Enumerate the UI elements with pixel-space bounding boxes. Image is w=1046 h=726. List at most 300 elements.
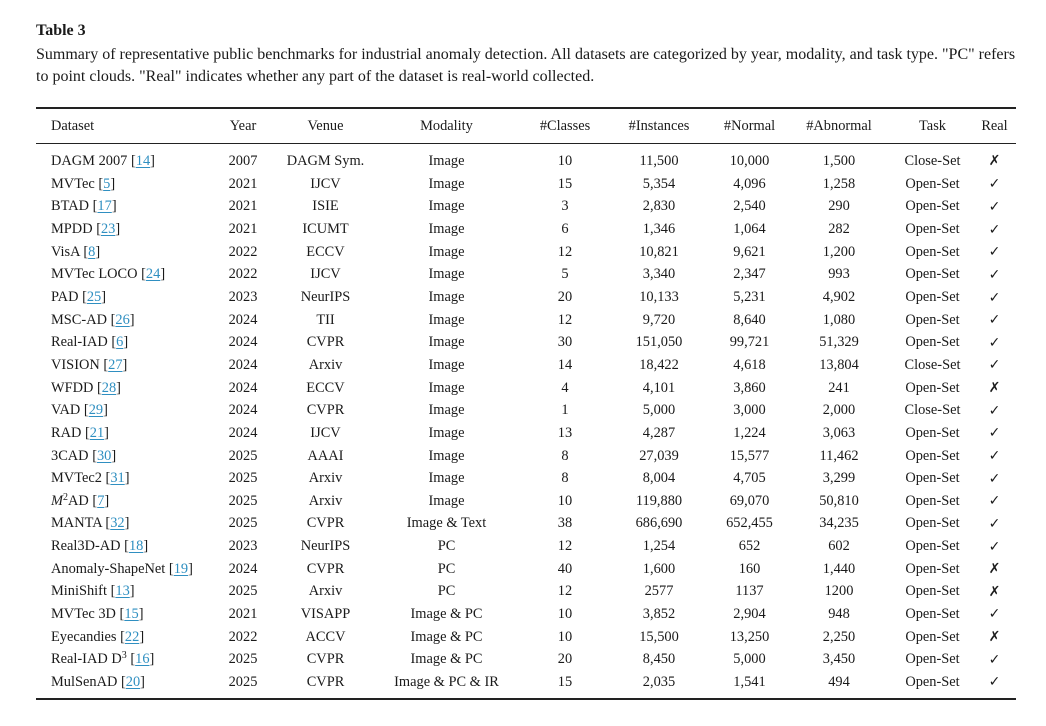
citation-link[interactable]: 30 [96,447,112,464]
cell-classes: 1 [561,402,569,419]
cell-abnormal: 241 [828,379,850,396]
table-row [36,399,1016,422]
cell-normal: 1137 [735,583,764,600]
check-mark-icon: ✓ [988,425,1001,442]
cell-venue: CVPR [306,673,345,690]
cell-venue: ISIE [312,198,339,215]
table-row [36,603,1016,626]
table-row [36,173,1016,196]
citation-link[interactable]: 13 [115,583,130,600]
dataset-name-superscript: 3 [121,650,127,662]
cell-modality: Image [428,152,465,169]
check-mark-icon: ✓ [988,289,1001,306]
cell-modality: Image [428,175,465,192]
table-row [36,671,1016,698]
cell-venue: CVPR [306,402,345,419]
cell-normal: 4,096 [733,175,766,192]
check-mark-icon: ✓ [988,334,1001,351]
cell-instances: 10,133 [639,289,679,306]
citation-link[interactable]: 18 [128,538,144,555]
cell-instances: 2577 [644,583,674,600]
cell-classes: 4 [561,379,569,396]
dataset-name: MVTec2 [51,470,102,487]
cell-venue: CVPR [306,515,345,532]
citation-link[interactable]: 19 [173,560,189,577]
cell-year: 2022 [228,266,258,283]
cross-mark-icon: ✗ [988,153,1001,169]
dataset-name: MVTec 3D [51,605,116,622]
table-row [36,377,1016,400]
check-mark-icon: ✓ [988,515,1001,532]
cell-venue: TII [316,311,335,328]
table-row [36,467,1016,490]
cell-abnormal: 3,450 [822,651,856,668]
cell-instances: 3,852 [642,605,676,622]
table-row [36,354,1016,377]
cell-year: 2021 [228,605,258,622]
cell-task: Open-Set [905,470,960,487]
dataset-name: AD [68,492,89,509]
citation-link[interactable]: 22 [124,628,140,645]
cell-dataset: MANTA [32] [51,515,130,532]
cell-venue: Arxiv [308,356,343,373]
cell-classes: 10 [557,628,573,645]
cell-modality: Image & PC [410,651,483,668]
table-row [36,535,1016,558]
cell-instances: 2,830 [642,198,676,215]
cell-normal: 5,231 [733,289,766,306]
cell-instances: 2,035 [642,673,676,690]
cell-modality: Image [428,266,465,283]
dataset-name: WFDD [51,379,94,396]
cell-classes: 15 [557,673,573,690]
cell-normal: 4,705 [733,470,766,487]
cell-abnormal: 34,235 [819,515,859,532]
cell-classes: 12 [557,311,573,328]
cell-task: Open-Set [905,175,960,192]
cell-dataset: VISION [27] [51,356,128,373]
cell-venue: IJCV [310,266,341,283]
cell-year: 2024 [228,379,258,396]
cell-task: Open-Set [905,266,960,283]
cell-task: Open-Set [905,424,960,441]
header-modality: Modality [420,117,473,134]
cell-normal: 160 [738,560,761,577]
cell-task: Open-Set [905,492,960,509]
cell-task: Open-Set [905,651,960,668]
cell-venue: Arxiv [308,492,343,509]
cell-abnormal: 1,258 [822,175,856,192]
check-mark-icon: ✓ [988,674,1001,691]
cell-instances: 9,720 [642,311,676,328]
cell-year: 2022 [228,628,258,645]
cell-abnormal: 2,250 [822,628,856,645]
citation-link[interactable]: 23 [100,221,116,238]
cross-mark-icon: ✗ [988,561,1001,578]
cell-year: 2025 [228,583,258,600]
header-venue: Venue [307,117,344,134]
check-mark-icon: ✓ [988,538,1001,555]
cell-venue: Arxiv [308,470,343,487]
cell-venue: IJCV [310,424,341,441]
cell-modality: Image & Text [406,515,487,532]
check-mark-icon: ✓ [988,651,1001,668]
dataset-name-superscript: 2 [63,491,68,503]
dataset-name: VISION [51,356,100,373]
cell-normal: 99,721 [729,334,770,351]
table-caption-text: Summary of representative public benchmarks for industrial anomaly detection. All datasets are categorized by year, modality, and task type. "PC" refers to point clouds. "Real" indicates whether any part of the dataset is real-world collected. [36,46,1016,85]
cell-year: 2021 [228,175,258,192]
citation-link[interactable]: 16 [135,651,150,668]
cell-instances: 15,500 [639,628,679,645]
cell-classes: 15 [557,175,573,192]
cell-year: 2025 [228,470,258,487]
table-row [36,143,1016,173]
cell-abnormal: 3,063 [822,424,856,441]
cell-venue: NeurIPS [300,538,351,555]
cell-modality: Image [428,289,465,306]
cross-mark-icon: ✗ [988,583,1001,600]
cell-instances: 1,346 [642,221,676,238]
cell-modality: Image [428,334,465,351]
cell-instances: 10,821 [639,243,679,260]
cell-task: Close-Set [904,152,961,169]
cell-dataset: MVTec2 [31] [51,470,130,487]
cell-task: Open-Set [905,289,960,306]
cell-instances: 686,690 [635,515,683,532]
citation-link[interactable]: 6 [116,334,124,351]
cell-year: 2024 [228,402,258,419]
cell-task: Open-Set [905,198,960,215]
cell-modality: Image [428,356,465,373]
cell-abnormal: 1,080 [822,311,856,328]
cell-modality: Image [428,198,465,215]
cell-dataset: MSC-AD [26] [51,311,135,328]
dataset-name: VAD [51,402,81,419]
cell-abnormal: 13,804 [819,356,859,373]
header-rule [36,143,1016,144]
dataset-name: MVTec LOCO [51,266,138,283]
cell-year: 2024 [228,560,258,577]
cell-venue: ECCV [306,243,345,260]
cell-modality: Image [428,243,465,260]
cell-dataset: BTAD [17] [51,198,117,215]
cell-year: 2025 [228,651,258,668]
dataset-name: MANTA [51,515,102,532]
cell-dataset: MVTec [5] [51,175,116,192]
dataset-name: Real3D-AD [51,538,121,555]
cell-normal: 5,000 [733,651,766,668]
cell-abnormal: 1,200 [822,243,856,260]
cell-modality: PC [437,538,456,555]
cell-dataset: WFDD [28] [51,379,121,396]
cell-normal: 1,064 [733,221,766,238]
table-row [36,581,1016,604]
cell-normal: 2,347 [733,266,766,283]
cell-task: Open-Set [905,605,960,622]
cell-modality: Image [428,424,465,441]
cell-classes: 8 [561,447,569,464]
cell-dataset: 3CAD [30] [51,447,117,464]
table-row [36,558,1016,581]
cell-normal: 15,577 [729,447,770,464]
cell-classes: 6 [561,221,569,238]
cell-venue: NeurIPS [300,289,351,306]
table-row [36,241,1016,264]
check-mark-icon: ✓ [988,266,1001,283]
cell-normal: 69,070 [729,492,770,509]
cell-task: Open-Set [905,583,960,600]
cell-year: 2023 [228,538,258,555]
cell-abnormal: 1,500 [822,152,856,169]
cell-modality: Image & PC & IR [394,673,499,690]
table-row [36,490,1016,513]
check-mark-icon: ✓ [988,470,1001,487]
cell-dataset: Anomaly-ShapeNet [19] [51,560,193,577]
header-classes: #Classes [539,117,591,134]
cell-task: Open-Set [905,538,960,555]
cell-year: 2021 [228,198,258,215]
cell-classes: 3 [561,198,569,215]
cell-instances: 27,039 [639,447,679,464]
cell-instances: 5,354 [642,175,676,192]
cell-abnormal: 11,462 [819,447,859,464]
cell-classes: 20 [557,289,573,306]
cell-dataset: MulSenAD [20] [51,673,145,690]
dataset-name: PAD [51,289,79,306]
cell-normal: 4,618 [733,356,766,373]
cell-normal: 10,000 [729,152,770,169]
cell-instances: 8,004 [642,470,676,487]
cell-dataset: $M^2AD$ [7] [51,491,110,509]
citation-link[interactable]: 21 [89,424,105,441]
cell-abnormal: 993 [828,266,850,283]
dataset-name: MSC-AD [51,311,107,328]
dataset-name: 3CAD [51,447,89,464]
citation-link[interactable]: 5 [103,175,111,192]
cell-year: 2024 [228,424,258,441]
citation-link[interactable]: 31 [110,470,125,487]
dataset-name: DAGM 2007 [51,152,128,169]
cell-year: 2021 [228,221,258,238]
cell-year: 2024 [228,334,258,351]
table-row [36,196,1016,219]
cell-task: Open-Set [905,221,960,238]
cell-normal: 9,621 [733,243,766,260]
table-row [36,331,1016,354]
citation-link[interactable]: 15 [124,605,139,622]
cell-instances: 151,050 [635,334,683,351]
cell-venue: ECCV [306,379,345,396]
cell-modality: Image [428,492,465,509]
cell-abnormal: 282 [828,221,850,238]
table-row [36,309,1016,332]
cell-instances: 1,254 [642,538,676,555]
cell-instances: 11,500 [639,152,679,169]
cell-abnormal: 51,329 [819,334,859,351]
check-mark-icon: ✓ [988,402,1001,419]
header-task: Task [919,117,946,134]
cell-classes: 10 [557,605,573,622]
cell-venue: CVPR [306,334,345,351]
cell-dataset: MPDD [23] [51,221,121,238]
cell-abnormal: 290 [828,198,850,215]
check-mark-icon: ✓ [988,198,1001,215]
cell-classes: 30 [557,334,573,351]
citation-link[interactable]: 17 [97,198,112,215]
cell-modality: Image [428,379,465,396]
cell-abnormal: 602 [828,538,850,555]
cell-venue: IJCV [310,175,341,192]
cell-abnormal: 494 [828,673,850,690]
cell-modality: PC [437,560,456,577]
cell-venue: ICUMT [302,221,349,238]
table-row [36,445,1016,468]
cell-venue: CVPR [306,560,345,577]
citation-link[interactable]: 29 [88,402,104,419]
cell-dataset: PAD [25] [51,289,107,306]
citation-link[interactable]: 32 [110,515,125,532]
cell-modality: Image [428,221,465,238]
citation-link[interactable]: 25 [86,289,102,306]
benchmark-table [36,109,1016,698]
table-row [36,218,1016,241]
dataset-name: MPDD [51,221,93,238]
cell-classes: 14 [557,356,573,373]
cell-modality: Image & PC [410,628,483,645]
cell-instances: 4,101 [642,379,676,396]
check-mark-icon: ✓ [988,221,1001,238]
cell-classes: 12 [557,538,573,555]
cell-abnormal: 1,440 [822,560,856,577]
cell-normal: 652 [738,538,761,555]
cell-abnormal: 2,000 [822,402,856,419]
cell-task: Open-Set [905,560,960,577]
cell-classes: 12 [557,243,573,260]
cell-venue: CVPR [306,651,345,668]
cell-normal: 1,224 [733,424,766,441]
cell-instances: 5,000 [642,402,676,419]
cell-normal: 3,860 [733,379,766,396]
cell-dataset: Real3D-AD [18] [51,538,149,555]
table-row [36,513,1016,536]
cell-normal: 1,541 [733,673,766,690]
dataset-name-math: M [51,492,63,509]
cell-normal: 3,000 [733,402,766,419]
cell-abnormal: 50,810 [819,492,859,509]
table-row [36,626,1016,649]
cell-classes: 10 [557,152,573,169]
check-mark-icon: ✓ [988,312,1001,329]
cell-instances: 119,880 [635,492,683,509]
cell-instances: 4,287 [642,424,676,441]
header-abnormal: #Abnormal [806,117,872,134]
header-dataset: Dataset [51,117,95,134]
cell-dataset: Real-IAD [6] [51,334,129,351]
cell-year: 2025 [228,673,258,690]
cell-venue: AAAI [307,447,344,464]
cell-abnormal: 1200 [824,583,854,600]
check-mark-icon: ✓ [988,606,1001,623]
cell-modality: Image & PC [410,605,483,622]
cell-year: 2007 [228,152,258,169]
citation-link[interactable]: 24 [145,266,161,283]
table-row [36,648,1016,671]
cell-dataset: MiniShift [13] [51,583,135,600]
dataset-name: VisA [51,243,80,260]
cell-modality: Image [428,447,465,464]
dataset-name: MVTec [51,175,95,192]
dataset-name: MiniShift [51,583,107,600]
cell-abnormal: 3,299 [822,470,856,487]
table-body [36,143,1016,698]
cell-venue: ACCV [305,628,346,645]
dataset-name: MulSenAD [51,673,118,690]
citation-link[interactable]: 8 [88,243,96,260]
dataset-name: Anomaly-ShapeNet [51,560,166,577]
cell-abnormal: 4,902 [822,289,856,306]
table-caption-title: Table 3 [36,22,86,39]
cell-abnormal: 948 [828,605,850,622]
citation-link[interactable]: 14 [135,152,151,169]
cell-dataset: VisA [8] [51,243,101,260]
cell-modality: PC [437,583,456,600]
dataset-name: Eyecandies [51,628,117,645]
check-mark-icon: ✓ [988,176,1001,193]
cell-instances: 8,450 [642,651,676,668]
cell-classes: 20 [557,651,573,668]
citation-link[interactable]: 20 [125,673,141,690]
header-year: Year [229,117,257,134]
cell-task: Open-Set [905,628,960,645]
cell-year: 2024 [228,311,258,328]
header-normal: #Normal [723,117,776,134]
cell-task: Open-Set [905,334,960,351]
dataset-name: BTAD [51,198,90,215]
table-row [36,264,1016,287]
cell-task: Open-Set [905,673,960,690]
cell-dataset: MVTec LOCO [24] [51,266,166,283]
cell-task: Close-Set [904,356,961,373]
cell-year: 2024 [228,356,258,373]
citation-link[interactable]: 7 [97,492,105,509]
cell-normal: 2,540 [733,198,766,215]
header-row [36,109,1016,143]
header-instances: #Instances [628,117,690,134]
header-real: Real [981,117,1008,134]
cell-normal: 8,640 [733,311,766,328]
cell-normal: 13,250 [729,628,770,645]
citation-link[interactable]: 27 [108,356,123,373]
cross-mark-icon: ✗ [988,629,1001,646]
cell-dataset: DAGM 2007 [14] [51,152,155,169]
cell-dataset: RAD [21] [51,424,109,441]
citation-link[interactable]: 28 [101,379,117,396]
table-header [36,109,1016,143]
cell-instances: 3,340 [642,266,676,283]
cell-year: 2023 [228,289,258,306]
cell-normal: 652,455 [726,515,773,532]
cell-dataset: Real-IAD $D^3$ [16] [51,650,155,668]
citation-link[interactable]: 26 [115,311,130,328]
cell-dataset: MVTec 3D [15] [51,605,144,622]
cross-mark-icon: ✗ [988,380,1001,397]
check-mark-icon: ✓ [988,493,1001,510]
cell-instances: 1,600 [642,560,676,577]
cell-task: Open-Set [905,243,960,260]
cell-venue: VISAPP [300,605,351,622]
cell-modality: Image [428,402,465,419]
